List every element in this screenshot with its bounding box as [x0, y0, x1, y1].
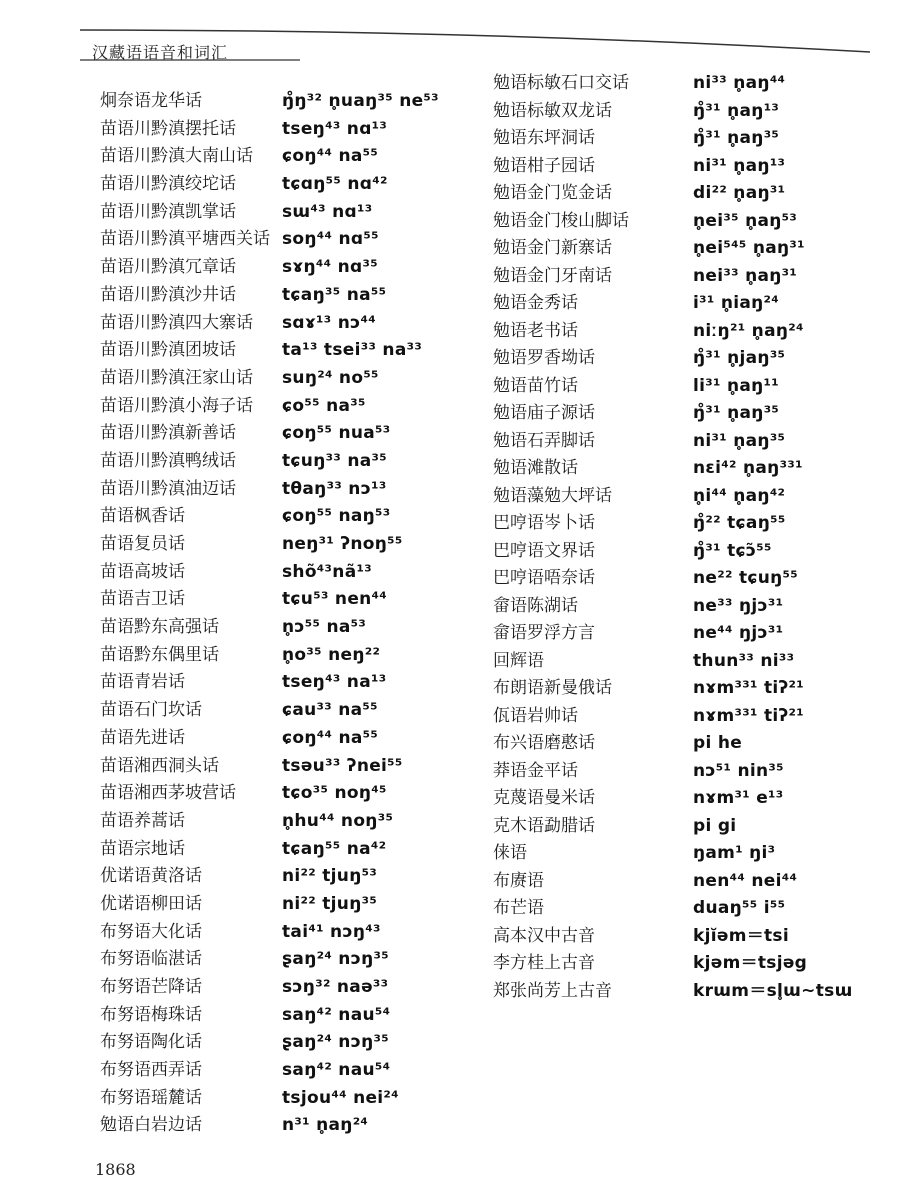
- phonetic-form: tɕaŋ⁵⁵ na⁴²: [282, 838, 387, 859]
- phonetic-form: i³¹ n̥iaŋ²⁴: [693, 293, 780, 313]
- language-name: 李方桂上古音: [493, 953, 595, 973]
- phonetic-form: suŋ²⁴ no⁵⁵: [282, 367, 379, 388]
- language-name: 郑张尚芳上古音: [493, 980, 612, 1001]
- phonetic-form: saŋ⁴² nau⁵⁴: [282, 1060, 391, 1081]
- phonetic-form: tseŋ⁴³ na¹³: [282, 672, 387, 693]
- phonetic-form: duaŋ⁵⁵ i⁵⁵: [693, 898, 786, 918]
- language-name: 布赓语: [493, 870, 544, 891]
- language-name: 苗语黔东高强话: [100, 617, 219, 638]
- phonetic-form: ɕoŋ⁵⁵ nua⁵³: [282, 423, 391, 444]
- phonetic-form: saŋ⁴² nau⁵⁴: [282, 1004, 391, 1025]
- phonetic-form: ɕoŋ⁵⁵ naŋ⁵³: [282, 506, 391, 527]
- phonetic-form: sɑɤ¹³ nɔ⁴⁴: [282, 312, 376, 333]
- phonetic-form: ni³¹ n̥aŋ¹³: [693, 155, 786, 176]
- language-name: 苗语川黔滇大南山话: [100, 146, 253, 167]
- language-name: 巴哼语唔奈话: [493, 568, 595, 588]
- phonetic-form: n̥i⁴⁴ n̥aŋ⁴²: [693, 485, 786, 506]
- language-name: 畲语陈湖话: [493, 595, 578, 616]
- phonetic-form: shõ⁴³nã¹³: [282, 561, 372, 582]
- phonetic-form: ta¹³ tsei³³ na³³: [282, 340, 423, 361]
- language-name: 巴哼语岑卜话: [493, 513, 595, 533]
- phonetic-form: li³¹ n̥aŋ¹¹: [693, 375, 780, 396]
- language-name: 苗语川黔滇新善话: [100, 423, 236, 444]
- phonetic-form: ɕoŋ⁴⁴ na⁵⁵: [282, 727, 379, 748]
- language-name: 勉语白岩边话: [100, 1115, 202, 1136]
- language-name: 勉语罗香坳话: [493, 348, 595, 368]
- phonetic-form: ŋ̊³¹ tɕɔ̃⁵⁵: [693, 540, 772, 561]
- language-name: 巴哼语文界话: [493, 540, 595, 561]
- phonetic-form: ɕo⁵⁵ na³⁵: [282, 395, 366, 416]
- phonetic-form: ʂaŋ²⁴ nɔŋ³⁵: [282, 1032, 389, 1053]
- phonetic-form: n̥o³⁵ neŋ²²: [282, 644, 381, 665]
- phonetic-form: ni³¹ n̥aŋ³⁵: [693, 430, 786, 451]
- language-name: 布努语大化话: [100, 921, 202, 942]
- phonetic-form: nen⁴⁴ nei⁴⁴: [693, 870, 798, 891]
- language-name: 勉语滩散话: [493, 458, 578, 478]
- phonetic-form: kjəm＝tsjəg: [693, 953, 808, 973]
- language-name: 苗语川黔滇冗章话: [100, 257, 236, 278]
- phonetic-form: ɕoŋ⁴⁴ na⁵⁵: [282, 146, 379, 167]
- language-name: 炯奈语龙华话: [100, 91, 202, 111]
- language-name: 俫语: [493, 843, 527, 863]
- language-name: 苗语川黔滇凯掌话: [100, 201, 236, 222]
- phonetic-form: n̥ɔ⁵⁵ na⁵³: [282, 617, 367, 638]
- language-name: 畲语罗浮方言: [493, 623, 595, 643]
- phonetic-form: n̥ei⁵⁴⁵ n̥aŋ³¹: [693, 238, 805, 258]
- phonetic-form: tθaŋ³³ nɔ¹³: [282, 478, 387, 499]
- language-name: 勉语金门新寨话: [493, 238, 612, 258]
- language-name: 苗语川黔滇鸭绒话: [100, 450, 236, 471]
- language-name: 勉语金门览金话: [493, 183, 612, 203]
- language-name: 布朗语新曼俄话: [493, 678, 612, 698]
- language-name: 苗语川黔滇摆托话: [100, 118, 236, 139]
- language-name: 勉语金秀话: [493, 293, 578, 313]
- language-name: 高本汉中古音: [493, 925, 595, 946]
- phonetic-form: sɯ⁴³ nɑ¹³: [282, 201, 373, 222]
- phonetic-form: n̥hu⁴⁴ noŋ³⁵: [282, 810, 394, 831]
- language-name: 勉语金门梭山脚话: [493, 210, 629, 231]
- phonetic-form: ne²² tɕuŋ⁵⁵: [693, 568, 799, 588]
- language-name: 苗语吉卫话: [100, 589, 185, 610]
- language-name: 布兴语磨憨话: [493, 733, 595, 753]
- phonetic-form: ni²² tjuŋ⁵³: [282, 866, 378, 887]
- phonetic-form: nɛi⁴² n̥aŋ³³¹: [693, 458, 803, 478]
- language-name: 布努语梅珠话: [100, 1004, 202, 1025]
- phonetic-form: ne³³ ŋjɔ³¹: [693, 595, 784, 616]
- running-header: 汉藏语语音和词汇: [92, 43, 229, 62]
- phonetic-form: nei³³ n̥aŋ³¹: [693, 265, 798, 286]
- language-name: 苗语川黔滇团坡话: [100, 340, 236, 361]
- phonetic-form: ni³³ n̥aŋ⁴⁴: [693, 73, 786, 93]
- language-name: 勉语老书话: [493, 320, 578, 341]
- phonetic-form: ʂaŋ²⁴ nɔŋ³⁵: [282, 949, 389, 970]
- phonetic-form: ŋ̊³¹ n̥aŋ³⁵: [693, 403, 780, 423]
- language-name: 勉语金门牙南话: [493, 265, 612, 286]
- language-name: 优诺语黄洛话: [100, 866, 202, 887]
- language-name: 苗语复员话: [100, 534, 185, 554]
- phonetic-form: n̥ei³⁵ n̥aŋ⁵³: [693, 210, 798, 231]
- phonetic-form: tsəu³³ ʔnei⁵⁵: [282, 755, 403, 776]
- phonetic-form: tɕaŋ³⁵ na⁵⁵: [282, 284, 387, 305]
- phonetic-form: neŋ³¹ ʔnoŋ⁵⁵: [282, 534, 403, 554]
- language-name: 苗语高坡话: [100, 561, 185, 582]
- phonetic-form: ni²² tjuŋ³⁵: [282, 893, 378, 914]
- language-name: 勉语庙子源话: [493, 403, 595, 423]
- language-name: 苗语枫香话: [100, 506, 185, 527]
- phonetic-form: tɕo³⁵ noŋ⁴⁵: [282, 783, 387, 804]
- language-name: 勉语柑子园话: [493, 155, 595, 176]
- language-name: 优诺语柳田话: [100, 893, 202, 914]
- phonetic-form: tsjou⁴⁴ nei²⁴: [282, 1087, 399, 1108]
- language-name: 苗语养蒿话: [100, 810, 185, 831]
- language-name: 苗语青岩话: [100, 672, 185, 693]
- phonetic-form: kjĭəm＝tsi: [693, 925, 789, 946]
- phonetic-form: ŋ̊³¹ n̥jaŋ³⁵: [693, 348, 786, 368]
- language-name: 苗语川黔滇沙井话: [100, 284, 236, 305]
- phonetic-form: ŋ̊ŋ³² n̥uaŋ³⁵ ne⁵³: [282, 91, 439, 111]
- language-name: 苗语湘西洞头话: [100, 755, 219, 776]
- phonetic-form: niːŋ²¹ n̥aŋ²⁴: [693, 320, 804, 341]
- phonetic-form: ɕau³³ na⁵⁵: [282, 700, 378, 721]
- phonetic-form: pi he: [693, 733, 743, 753]
- language-name: 布努语芒降话: [100, 977, 202, 997]
- phonetic-form: nɤm³³¹ tiʔ²¹: [693, 705, 805, 726]
- phonetic-form: soŋ⁴⁴ nɑ⁵⁵: [282, 229, 379, 250]
- phonetic-form: ŋ̊³¹ n̥aŋ¹³: [693, 100, 780, 121]
- phonetic-form: di²² n̥aŋ³¹: [693, 183, 786, 203]
- language-name: 苗语黔东偶里话: [100, 644, 219, 665]
- language-name: 布努语陶化话: [100, 1032, 202, 1053]
- language-name: 莽语金平话: [493, 760, 578, 781]
- language-name: 布努语西弄话: [100, 1060, 202, 1081]
- phonetic-form: ŋam¹ ŋi³: [693, 843, 776, 863]
- phonetic-form: tseŋ⁴³ nɑ¹³: [282, 118, 388, 139]
- language-name: 苗语宗地话: [100, 838, 185, 859]
- language-name: 苗语湘西茅坡营话: [100, 783, 236, 804]
- language-name: 佤语岩帅话: [493, 705, 578, 726]
- language-name: 勉语标敏双龙话: [493, 100, 612, 121]
- phonetic-form: tɕuŋ³³ na³⁵: [282, 450, 387, 471]
- page-number: 1868: [95, 1160, 136, 1179]
- language-name: 勉语石弄脚话: [493, 430, 595, 451]
- language-name: 布芒语: [493, 898, 544, 918]
- phonetic-form: tɕu⁵³ nen⁴⁴: [282, 589, 388, 610]
- phonetic-form: sɔŋ³² naə³³: [282, 977, 389, 997]
- language-name: 苗语川黔滇油迈话: [100, 478, 236, 499]
- phonetic-form: krɯm＝sl̥ɯ~tsɯ: [693, 980, 853, 1001]
- language-name: 克木语勐腊话: [493, 815, 595, 836]
- language-name: 勉语标敏石口交话: [493, 73, 629, 93]
- phonetic-form: tai⁴¹ nɔŋ⁴³: [282, 921, 381, 942]
- language-name: 克蔑语曼米话: [493, 788, 595, 808]
- language-name: 苗语川黔滇小海子话: [100, 395, 253, 416]
- language-name: 苗语川黔滇平塘西关话: [100, 229, 270, 250]
- phonetic-form: nɔ⁵¹ nin³⁵: [693, 760, 784, 781]
- phonetic-form: ne⁴⁴ ŋjɔ³¹: [693, 623, 784, 643]
- language-name: 苗语川黔滇绞坨话: [100, 174, 236, 195]
- phonetic-form: ŋ̊²² tɕaŋ⁵⁵: [693, 513, 786, 533]
- language-name: 布努语临湛话: [100, 949, 202, 970]
- phonetic-form: sɤŋ⁴⁴ nɑ³⁵: [282, 257, 378, 278]
- phonetic-form: pi gi: [693, 815, 737, 836]
- language-name: 回辉语: [493, 650, 544, 671]
- phonetic-form: nɤm³³¹ tiʔ²¹: [693, 678, 805, 698]
- phonetic-form: nɤm³¹ e¹³: [693, 788, 784, 808]
- language-name: 苗语川黔滇汪家山话: [100, 367, 253, 388]
- phonetic-form: n³¹ n̥aŋ²⁴: [282, 1115, 369, 1136]
- language-name: 苗语先进话: [100, 727, 185, 748]
- phonetic-form: tɕɑŋ⁵⁵ nɑ⁴²: [282, 174, 388, 195]
- language-name: 布努语瑶麓话: [100, 1087, 202, 1108]
- language-name: 勉语藻勉大坪话: [493, 485, 612, 506]
- phonetic-form: thun³³ ni³³: [693, 650, 795, 671]
- language-name: 勉语东坪洞话: [493, 128, 595, 148]
- language-name: 苗语川黔滇四大寨话: [100, 312, 253, 333]
- language-name: 苗语石门坎话: [100, 700, 202, 721]
- phonetic-form: ŋ̊³¹ n̥aŋ³⁵: [693, 128, 780, 148]
- language-name: 勉语苗竹话: [493, 375, 578, 396]
